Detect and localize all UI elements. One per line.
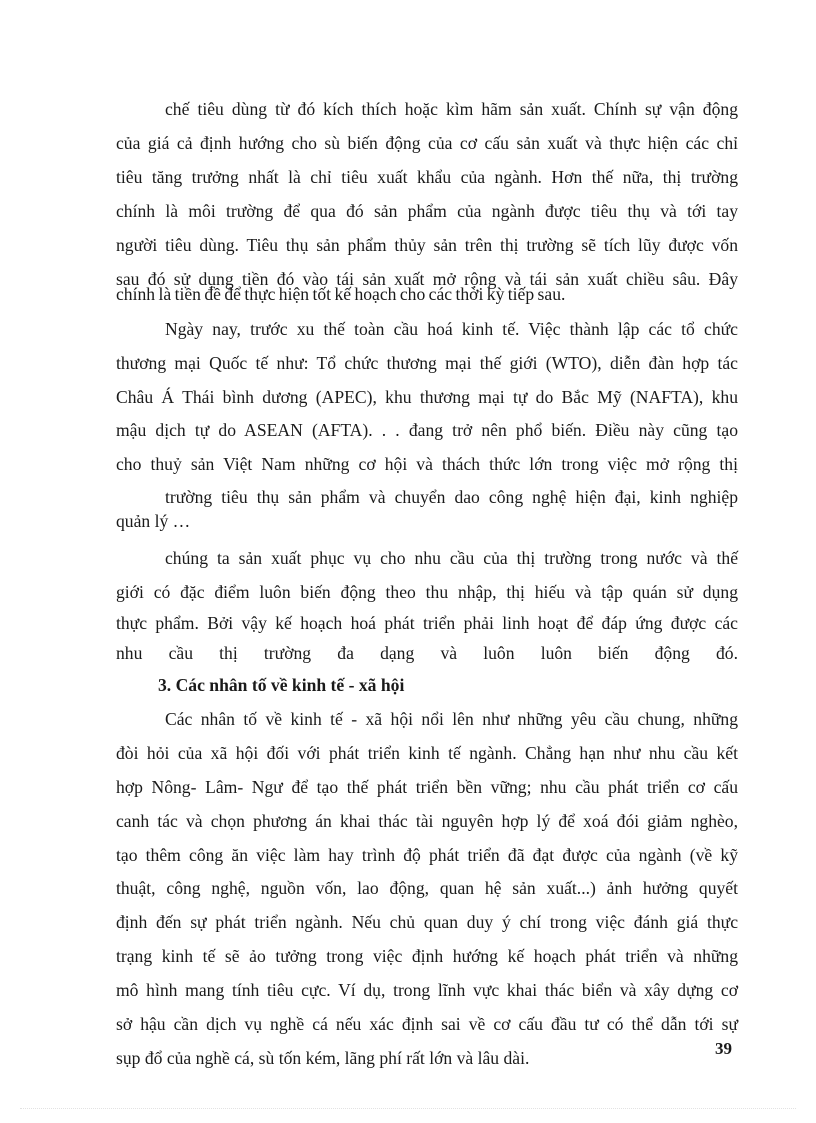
paragraph-line: giới có đặc điểm luôn biến động theo thu nhập, thị hiếu và tập quán sử dụng xyxy=(116,582,738,602)
paragraph-line: thực phẩm. Bởi vậy kế hoạch hoá phát triển phải linh hoạt để đáp ứng được các xyxy=(116,613,738,633)
paragraph-line: sụp đổ của nghề cá, sù tốn kém, lãng phí rất lớn và lâu dài. xyxy=(116,1048,530,1068)
paragraph-line: chính là môi trường để qua đó sản phẩm của ngành được tiêu thụ và tới tay xyxy=(116,201,738,221)
paragraph-line: cho thuỷ sản Việt Nam những cơ hội và thách thức lớn trong việc mở rộng thị xyxy=(116,454,738,474)
paragraph-line: mô hình mang tính tiêu cực. Ví dụ, trong lĩnh vực khai thác biển và xây dựng cơ xyxy=(116,980,738,1000)
paragraph-line: Các nhân tố về kinh tế - xã hội nổi lên như những yêu cầu chung, những xyxy=(165,709,738,729)
paragraph-line: Châu Á Thái bình dương (APEC), khu thương mại tự do Bắc Mỹ (NAFTA), khu xyxy=(116,387,738,407)
paragraph-line: thuật, công nghệ, nguồn vốn, lao động, quan hệ sản xuất...) ảnh hưởng quyết xyxy=(116,878,738,898)
paragraph-line: trạng kinh tế sẽ ảo tưởng trong việc định hướng kế hoạch phát triển và những xyxy=(116,946,738,966)
paragraph-line: canh tác và chọn phương án khai thác tài nguyên hợp lý để xoá đói giảm nghèo, xyxy=(116,811,738,831)
paragraph-line: thương mại Quốc tế như: Tổ chức thương mại thế giới (WTO), diễn đàn hợp tác xyxy=(116,353,738,373)
footer-divider xyxy=(20,1108,796,1109)
paragraph-line: hợp Nông- Lâm- Ngư để tạo thế phát triển bền vững; nhu cầu phát triển cơ cấu xyxy=(116,777,738,797)
paragraph-line: mậu dịch tự do ASEAN (AFTA). . . đang trở nên phổ biến. Điều này cũng tạo xyxy=(116,420,738,440)
paragraph-line: nhu cầu thị trường đa dạng và luôn luôn biến động đó. xyxy=(116,643,738,663)
paragraph-line: trường tiêu thụ sản phẩm và chuyển dao công nghệ hiện đại, kinh nghiệp xyxy=(165,487,738,507)
page-number: 39 xyxy=(715,1039,732,1058)
paragraph-line: định đến sự phát triển ngành. Nếu chủ quan duy ý chí trong việc đánh giá thực xyxy=(116,912,738,932)
paragraph-line: đòi hỏi của xã hội đối với phát triển kinh tế ngành. Chẳng hạn như nhu cầu kết xyxy=(116,743,738,763)
paragraph-line: của giá cả định hướng cho sù biến động của cơ cấu sản xuất và thực hiện các chỉ xyxy=(116,133,738,153)
paragraph-line: quản lý … xyxy=(116,511,191,531)
paragraph-line: chế tiêu dùng từ đó kích thích hoặc kìm hãm sản xuất. Chính sự vận động xyxy=(165,99,738,119)
paragraph-line: sở hậu cần dịch vụ nghề cá nếu xác định sai về cơ cấu đầu tư có thể dẫn tới sự xyxy=(116,1014,738,1034)
paragraph-line: Ngày nay, trước xu thế toàn cầu hoá kinh tế. Việc thành lập các tổ chức xyxy=(165,319,738,339)
section-heading: 3. Các nhân tố về kinh tế - xã hội xyxy=(158,675,405,695)
paragraph-line: tiêu tăng trưởng nhất là chỉ tiêu xuất khẩu của ngành. Hơn thế nữa, thị trường xyxy=(116,167,738,187)
paragraph-line: chúng ta sản xuất phục vụ cho nhu cầu của thị trường trong nước và thế xyxy=(165,548,738,568)
paragraph-line: sau đó sử dụng tiền đó vào tái sản xuất mở rộng và tái sản xuất chiều sâu. Đây xyxy=(116,269,738,289)
paragraph-line: tạo thêm công ăn việc làm hay trình độ phát triển đã đạt được của ngành (về kỹ xyxy=(116,845,738,865)
paragraph-line: chính là tiền đề để thực hiện tốt kế hoạch cho các thời kỳ tiếp sau. xyxy=(116,284,566,304)
paragraph-line: người tiêu dùng. Tiêu thụ sản phẩm thủy sản trên thị trường sẽ tích lũy được vốn xyxy=(116,235,738,255)
